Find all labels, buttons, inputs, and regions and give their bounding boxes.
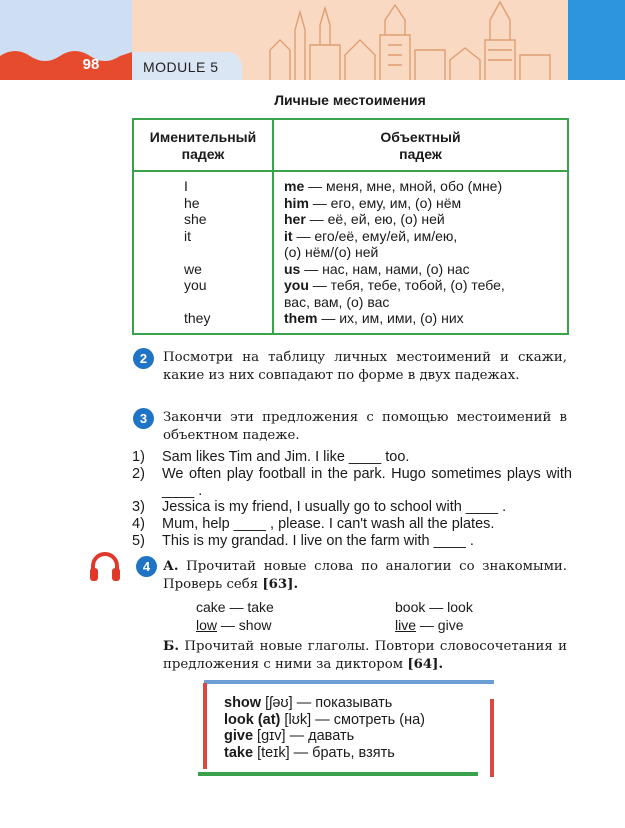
verb-list [224,695,425,761]
pronoun-translation: — меня, мне, мной, обо (мне) [304,178,503,194]
object-pronoun-row [284,228,569,245]
word-pairs-right [395,598,473,634]
pronoun-translation: — тебя, тебе, тобой, (о) тебе, [308,277,505,293]
verb-entry [224,695,425,712]
verb-entry [224,728,425,745]
verb-transcription: [gɪv] [257,728,286,744]
box-border-right [490,699,494,777]
sentence-text: This is my grandad. I live on the farm with ____ . [162,532,474,549]
part-b-label: Б. [163,639,179,654]
headphones-icon [89,552,121,582]
object-pronoun: you [284,277,309,293]
object-pronoun-row [284,211,569,228]
object-pronoun: me [284,178,305,194]
task4-part-b [163,638,567,673]
exercise-sentence [132,533,572,550]
module-label: MODULE 5 [143,59,219,75]
sentence-number: 1) [132,449,145,465]
known-word: live [395,617,417,633]
exercise-sentence [132,499,572,516]
box-border-left [203,683,207,769]
verb-word: give [224,728,254,744]
new-word: show [238,617,272,633]
part-a-ref: [63]. [262,576,299,592]
object-pronoun-row [284,261,569,278]
known-word: book [395,599,426,615]
verb-word: look (at) [224,711,281,728]
verb-transcription: [teɪk] [257,744,290,761]
subject-pronoun: you [184,277,207,293]
verb-meaning: — показывать [292,695,393,711]
word-pair: book — look [395,599,473,615]
verb-entry [224,712,425,729]
task-number-badge: 4 [136,556,157,577]
subject-pronoun: it [184,227,191,244]
word-pair: low — show [196,617,272,633]
city-skyline-illustration [250,0,568,80]
verb-entry [224,745,425,762]
box-border-bottom [198,772,478,776]
object-pronoun: us [284,260,301,277]
part-b-ref: [64]. [407,656,444,672]
header-right-panel [568,0,625,80]
exercise-sentences [132,449,572,550]
pronoun-table [132,118,569,335]
section-title: Личные местоимения [274,92,426,108]
word-pair: cake — take [196,599,274,615]
box-border-top [204,680,494,684]
sentence-text: Mum, help ____ , please. I can't wash all the plates. [162,516,495,533]
exercise-sentence [132,466,572,500]
object-pronoun-row [284,277,569,294]
object-pronoun-row [284,178,569,195]
object-pronoun-row [284,310,569,327]
subject-pronoun: she [184,211,207,227]
sentence-text: Jessica is my friend, I usually go to school with ____ . [162,499,507,516]
object-pronoun: her [284,211,306,227]
sentence-number: 5) [132,532,145,549]
verb-meaning: — смотреть (на) [311,711,425,728]
task4-part-a [163,558,567,593]
column-header-object: Объектный падеж [380,129,461,162]
page-number: 98 [82,56,100,73]
exercise-sentence [132,516,572,533]
sentence-number: 3) [132,499,145,516]
known-word: cake [196,599,226,615]
subject-pronouns-column [184,178,210,327]
header-wave-decoration [0,44,132,80]
task2-instruction: Посмотри на таблицу личных местоимений и скажи, какие из них совпадают по форме в двух падежах. [163,350,567,383]
known-word: low [196,617,218,633]
object-pronoun-row [284,195,569,212]
object-pronoun: him [284,194,309,211]
subject-pronoun: I [184,178,188,194]
verb-word: show [224,695,262,711]
pronoun-translation: — их, им, ими, (о) них [317,310,464,326]
new-word: take [247,599,274,615]
page-header [0,0,625,80]
new-word: look [447,599,473,615]
task-number-badge: 2 [133,348,154,369]
pronoun-translation: — его/её, ему/ей, им/ею, [292,227,458,244]
sentence-number: 4) [132,516,145,533]
new-word: give [437,617,464,633]
part-a-label: А. [163,559,179,574]
verb-meaning: — давать [285,728,355,744]
subject-pronoun: we [184,260,202,277]
pronoun-translation-cont: (о) нём/(о) ней [284,244,379,260]
sentence-text: Sam likes Tim and Jim. I like ____ too. [162,449,410,465]
exercise-sentence [132,449,572,466]
task-number-badge: 3 [133,408,154,429]
pronoun-translation: — нас, нам, нами, (о) нас [300,260,470,277]
object-pronouns-column [284,178,569,327]
subject-pronoun: he [184,194,200,211]
part-b-text: Прочитай новые глаголы. Повтори словосочетания и предложения с ними за диктором [163,639,567,672]
verb-meaning: — брать, взять [289,744,395,761]
verb-transcription: [ʃəʊ] [265,695,293,711]
word-pairs-left [196,598,274,634]
task3-instruction: Закончи эти предложения с помощью местоимений в объектном падеже. [163,410,567,443]
table-divider-horizontal [134,170,567,172]
pronoun-translation: — её, ей, ею, (о) ней [305,211,445,227]
new-verbs-box [198,680,500,780]
column-header-subject: Именительный падеж [149,129,257,162]
object-pronoun: them [284,310,318,326]
pronoun-translation: — его, ему, им, (о) нём [308,194,462,211]
part-a-text: Прочитай новые слова по аналогии со знакомыми. Проверь себя [163,559,567,592]
subject-pronoun: they [184,310,211,326]
sentence-number: 2) [132,465,145,482]
verb-word: take [224,744,254,761]
sentence-text: We often play football in the park. Hugo sometimes plays with ____ . [162,465,572,499]
word-pair: live — give [395,617,464,633]
pronoun-translation-cont: вас, вам, (о) вас [284,293,390,310]
object-pronoun: it [284,227,293,244]
verb-transcription: [lʊk] [284,711,312,728]
